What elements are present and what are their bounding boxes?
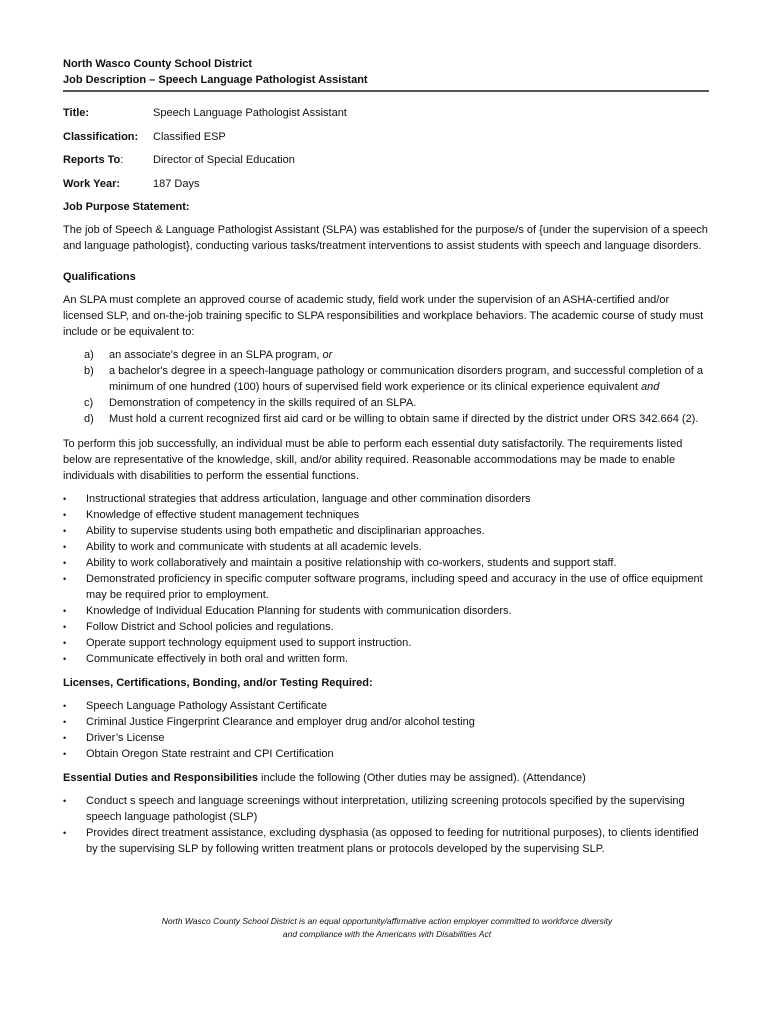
qualifications-heading: Qualifications (63, 271, 136, 283)
footer (63, 915, 711, 941)
list-item (63, 635, 711, 651)
list-item (63, 363, 711, 395)
bullet-icon: • (63, 654, 67, 664)
meta-label: Title: (63, 107, 90, 119)
duties-bullet-list (63, 793, 711, 857)
bullet-icon: • (63, 542, 67, 552)
list-item-text: Knowledge of Individual Education Planning for students with communication disorders. (86, 605, 512, 617)
meta-value: Director of Special Education (153, 154, 295, 166)
meta-value: Classified ESP (153, 130, 226, 143)
list-item (63, 555, 711, 571)
list-item (63, 619, 711, 635)
duties-heading-rest: include the following (Other duties may be assigned). (Attendance) (258, 772, 586, 784)
list-marker: a) (84, 349, 94, 361)
bullet-icon: • (63, 574, 67, 584)
meta-table (63, 105, 711, 192)
bullet-icon: • (63, 526, 67, 536)
list-item-text: Instructional strategies that address articulation, language and other commination disorders (86, 493, 531, 505)
footer-line-2: and compliance with the Americans with Disabilities Act (282, 929, 492, 939)
bullet-icon: • (63, 701, 67, 711)
bullet-icon: • (63, 494, 67, 504)
list-marker: c) (84, 397, 94, 409)
list-item-text: Obtain Oregon State restraint and CPI Certification (86, 748, 334, 760)
list-item (63, 347, 711, 363)
job-description-title: Job Description – Speech Language Pathologist Assistant (63, 74, 368, 86)
list-item (63, 746, 711, 762)
skills-bullet-list (63, 491, 711, 667)
meta-value: 187 Days (153, 177, 200, 190)
meta-label: Work Year: (63, 177, 121, 190)
list-item-body: a bachelor's degree in a speech-language pathology or communication disorders program, and successful completion of a minimum of one hundred (100) hours of supervised field work experience or its clinical experience equivalent (109, 365, 703, 393)
licenses-heading: Licenses, Certifications, Bonding, and/or Testing Required: (63, 677, 373, 689)
meta-value: Speech Language Pathologist Assistant (153, 107, 347, 119)
list-item (63, 523, 711, 539)
list-item (63, 395, 711, 411)
meta-label: Classification: (63, 130, 139, 143)
meta-row-classification (63, 129, 711, 145)
list-item-text: Speech Language Pathology Assistant Certificate (86, 700, 327, 712)
meta-label-colon: : (120, 154, 124, 166)
duties-heading-bold: Essential Duties and Responsibilities (63, 772, 258, 784)
qualifications-intro: An SLPA must complete an approved course of academic study, field work under the supervision of an ASHA-certified and/or licensed SLP, and on-the-job training specific to SLPA responsibilities and workplace behaviors. The academic course of study must include or be equivalent to: (63, 294, 704, 338)
purpose-heading: Job Purpose Statement: (63, 201, 190, 213)
list-item-text: Communicate effectively in both oral and written form. (86, 653, 349, 665)
perform-text: To perform this job successfully, an individual must be able to perform each essential duty satisfactorily. The requirements listed below are representative of the knowledge, skill, and/or ability required. Reasonable accommodations may be made to enable individuals with disabilities to perform the essential functions. (63, 438, 683, 482)
list-item-text (109, 347, 711, 363)
list-item (63, 793, 711, 825)
bullet-icon: • (63, 717, 67, 727)
bullet-icon: • (63, 828, 67, 838)
list-item (63, 507, 711, 523)
footer-line-1: North Wasco County School District is an equal opportunity/affirmative action employer committed to workforce diversity (161, 916, 613, 926)
list-marker: b) (84, 365, 94, 377)
list-item-text: Ability to work collaboratively and maintain a positive relationship with co-workers, students and support staff. (86, 557, 617, 569)
list-item-text: Conduct s speech and language screenings without interpretation, utilizing screening protocols specified by the supervising speech language pathologist (SLP) (86, 795, 685, 823)
bullet-icon: • (63, 733, 67, 743)
list-item (63, 651, 711, 667)
bullet-icon: • (63, 558, 67, 568)
bullet-icon: • (63, 749, 67, 759)
list-item-text: Operate support technology equipment used to support instruction. (86, 637, 412, 649)
list-item-text: Knowledge of effective student management techniques (86, 509, 360, 521)
list-item (63, 730, 711, 746)
list-marker: d) (84, 413, 94, 425)
licenses-bullet-list (63, 698, 711, 762)
list-item-text: Must hold a current recognized first aid card or be willing to obtain same if directed by the district under ORS 342.664 (2). (109, 413, 699, 425)
list-item-text: Driver’s License (86, 732, 165, 744)
bullet-icon: • (63, 622, 67, 632)
header-rule (63, 90, 709, 92)
list-item-text: Ability to work and communicate with students at all academic levels. (86, 541, 422, 553)
document-page (63, 56, 711, 857)
list-item-text: Ability to supervise students using both empathetic and disciplinarian approaches. (86, 525, 485, 537)
list-item-text: Provides direct treatment assistance, excluding dysphasia (as opposed to feeding for nutritional purposes), to clients identified by the supervising SLP by following written treatment plans or protocols developed by the supervising SLP. (86, 827, 699, 855)
list-item (63, 411, 711, 427)
list-item (63, 491, 711, 507)
list-item (63, 539, 711, 555)
list-item-text: Demonstrated proficiency in specific computer software programs, including speed and accuracy in the use of office equipment may be required prior to employment. (86, 573, 703, 601)
meta-label (63, 152, 153, 168)
meta-label-text: Reports To (63, 154, 121, 166)
list-item (63, 714, 711, 730)
list-item-text: Demonstration of competency in the skills required of an SLPA. (109, 397, 417, 409)
meta-row-reports-to (63, 152, 711, 168)
list-item (63, 571, 711, 603)
list-item-body: an associate's degree in an SLPA program, (109, 349, 323, 361)
qualifications-list (63, 347, 711, 427)
district-name: North Wasco County School District (63, 58, 253, 70)
list-item-text: Criminal Justice Fingerprint Clearance and employer drug and/or alcohol testing (86, 716, 475, 728)
list-item (63, 825, 711, 857)
bullet-icon: • (63, 796, 67, 806)
list-item-conj: or (322, 349, 333, 361)
duties-heading (63, 770, 711, 786)
list-item-text (109, 363, 711, 395)
meta-row-work-year (63, 176, 711, 192)
meta-row-title (63, 105, 711, 121)
list-item-text: Follow District and School policies and regulations. (86, 621, 334, 633)
list-item-conj: and (640, 381, 660, 393)
purpose-text: The job of Speech & Language Pathologist Assistant (SLPA) was established for the purpose/s of {under the supervision of a speech and language pathologist}, conducting various tasks/treatment interventions to assist students with speech and language disorders. (63, 224, 708, 252)
bullet-icon: • (63, 510, 67, 520)
list-item (63, 603, 711, 619)
list-item (63, 698, 711, 714)
bullet-icon: • (63, 606, 67, 616)
bullet-icon: • (63, 638, 67, 648)
